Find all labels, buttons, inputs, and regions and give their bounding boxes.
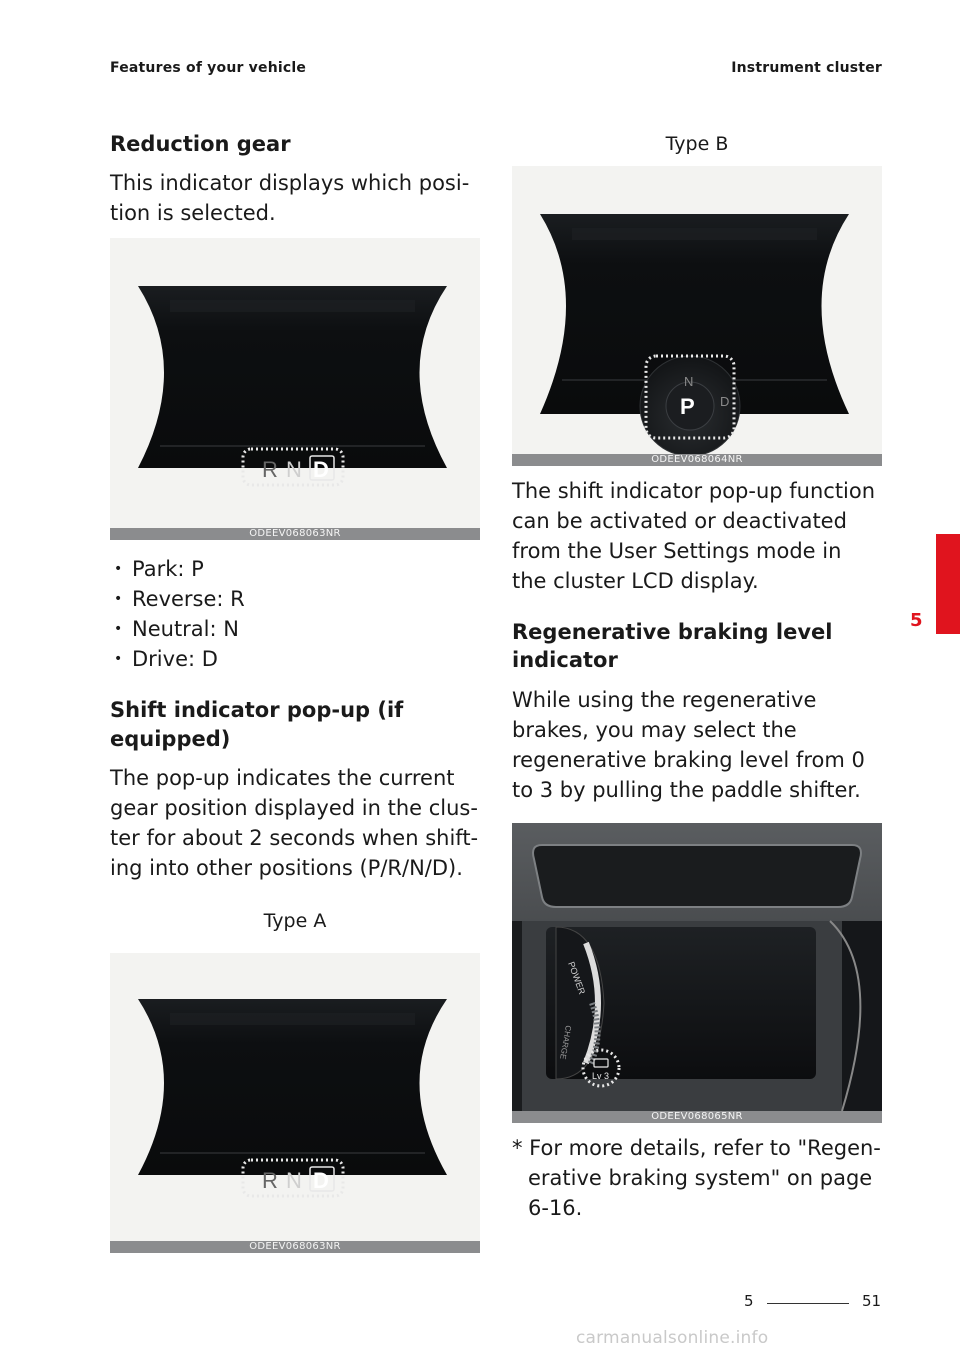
cluster-display-illustration (512, 166, 882, 466)
list-item: • Drive: D (110, 644, 480, 674)
gear-n-label: N (286, 457, 302, 483)
gear-p-label: P (680, 394, 695, 419)
reduction-gear-heading: Reduction gear (110, 132, 291, 156)
regen-braking-text: While using the regenerative brakes, you may select the regenerative braking level from 0 to 3 by pulling the paddle shifter. (512, 687, 865, 802)
chapter-tab-number: 5 (910, 610, 923, 631)
list-item: • Neutral: N (110, 614, 480, 644)
type-a-label: Type A (263, 910, 327, 933)
gear-r-label: R (262, 457, 278, 483)
gear-position-list (110, 554, 480, 674)
footer-divider (767, 1303, 849, 1304)
figure-type-a (110, 953, 480, 1253)
gear-n-label: N (286, 1168, 302, 1194)
header-section-title: Features of your vehicle (110, 60, 307, 76)
gear-d-label: D (720, 394, 730, 409)
list-item: • Reverse: R (110, 584, 480, 614)
figure-caption: ODEEV068063NR (110, 528, 480, 540)
header-chapter-title: Instrument cluster (731, 60, 882, 76)
gear-n-label: N (684, 374, 694, 389)
cluster-regen-illustration (512, 823, 882, 1123)
figure-regen-braking (512, 823, 882, 1123)
right-column (512, 130, 882, 1223)
figure-caption: ODEEV068064NR (512, 454, 882, 466)
power-label: POWER (566, 959, 588, 996)
gear-d-label: D (313, 457, 329, 483)
shift-indicator-text: The pop-up indicates the current gear position displayed in the clus-ter for about 2 seconds when shift-ing into other positions (P/R/N/D). (110, 766, 479, 881)
cluster-display-illustration (110, 238, 480, 540)
list-item: • Park: P (110, 554, 480, 584)
type-b-label: Type B (665, 133, 729, 155)
watermark: carmanualsonline.info (576, 1328, 769, 1348)
footer-page-number: 51 (862, 1292, 882, 1310)
footer-chapter-number: 5 (744, 1292, 754, 1310)
reduction-gear-text: This indicator displays which posi-tion is selected. (110, 171, 470, 226)
shift-popup-setting-text: The shift indicator pop-up function can be activated or deactivated from the User Settings mode in the cluster LCD display. (512, 479, 876, 593)
gear-r-label: R (262, 1168, 278, 1194)
regen-reference-note: * For more details, refer to "Regen-erative braking system" on page 6-16. (512, 1135, 881, 1220)
figure-caption: ODEEV068065NR (512, 1111, 882, 1123)
figure-caption: ODEEV068063NR (110, 1241, 480, 1253)
regen-level-label: Lv 3 (592, 1070, 610, 1081)
shift-indicator-heading: Shift indicator pop-up (if equipped) (110, 698, 404, 751)
left-column (110, 130, 480, 1253)
gear-d-label: D (313, 1168, 329, 1194)
chapter-tab (936, 534, 960, 634)
figure-reduction-gear (110, 238, 480, 540)
charge-label: CHARGE (558, 1024, 573, 1060)
regen-braking-heading: Regenerative braking level indicator (512, 620, 833, 673)
figure-type-b (512, 166, 882, 466)
cluster-display-illustration (110, 953, 480, 1253)
